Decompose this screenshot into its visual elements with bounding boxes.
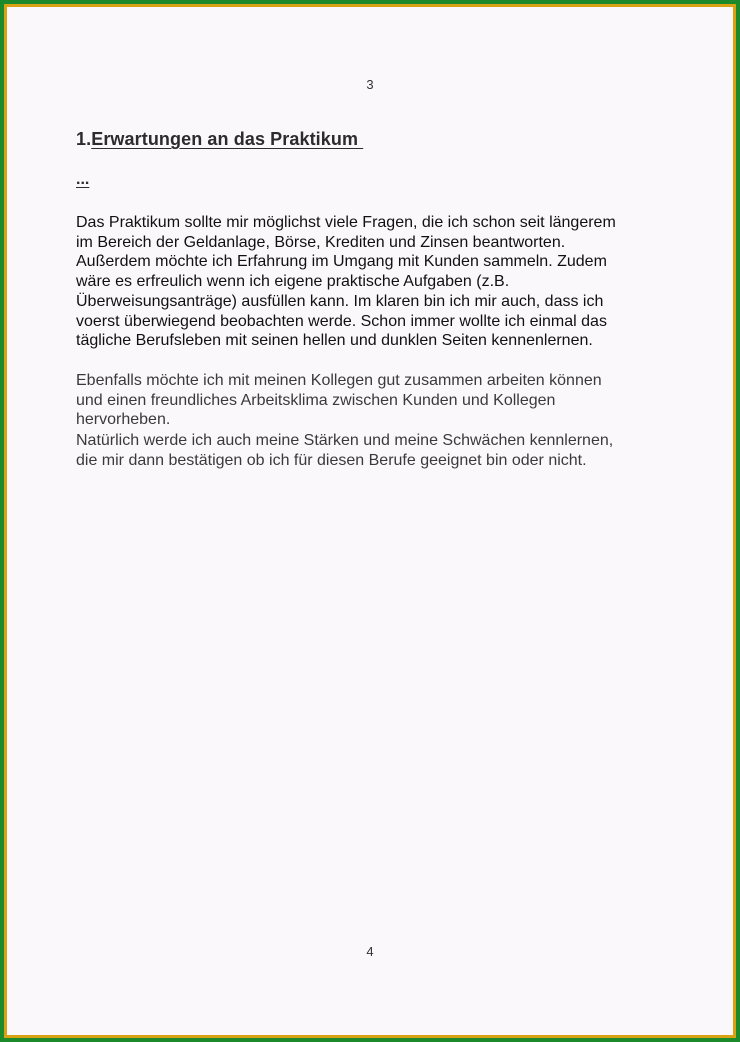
heading-title: Erwartungen an das Praktikum xyxy=(91,129,364,149)
text-line: tägliche Berufsleben mit seinen hellen und dunklen Seiten kennenlernen. xyxy=(76,332,593,350)
section-heading xyxy=(76,129,363,150)
text-line: und einen freundliches Arbeitsklima zwischen Kunden und Kollegen xyxy=(76,391,556,409)
page-number-top: 3 xyxy=(366,77,374,92)
ellipsis-marker: ... xyxy=(76,171,90,188)
text-line: Natürlich werde ich auch meine Stärken und meine Schwächen kennlernen, xyxy=(76,432,614,449)
text-line: voerst überwiegend beobachten werde. Schon immer wollte ich einmal das xyxy=(76,312,607,330)
paragraph-expectations xyxy=(76,213,676,351)
paragraph-colleagues xyxy=(76,371,676,430)
page-number-bottom: 4 xyxy=(366,944,374,959)
paragraph-strengths xyxy=(76,431,676,470)
text-line: Überweisungsanträge) ausfüllen kann. Im klaren bin ich mir auch, dass ich xyxy=(76,292,604,310)
text-line: hervorheben. xyxy=(76,411,171,429)
text-line: im Bereich der Geldanlage, Börse, Krediten und Zinsen beantworten. xyxy=(76,233,566,251)
text-line: Ebenfalls möchte ich mit meinen Kollegen gut zusammen arbeiten können xyxy=(76,372,602,389)
text-line: Außerdem möchte ich Erfahrung im Umgang mit Kunden sammeln. Zudem xyxy=(76,253,607,271)
text-line: wäre es erfreulich wenn ich eigene praktische Aufgaben (z.B. xyxy=(76,273,510,291)
text-line: Das Praktikum sollte mir möglichst viele Fragen, die ich schon seit längerem xyxy=(76,214,616,231)
text-line: die mir dann bestätigen ob ich für diesen Berufe geeignet bin oder nicht. xyxy=(76,451,587,469)
document-page xyxy=(7,7,733,1035)
heading-number: 1. xyxy=(76,129,92,149)
